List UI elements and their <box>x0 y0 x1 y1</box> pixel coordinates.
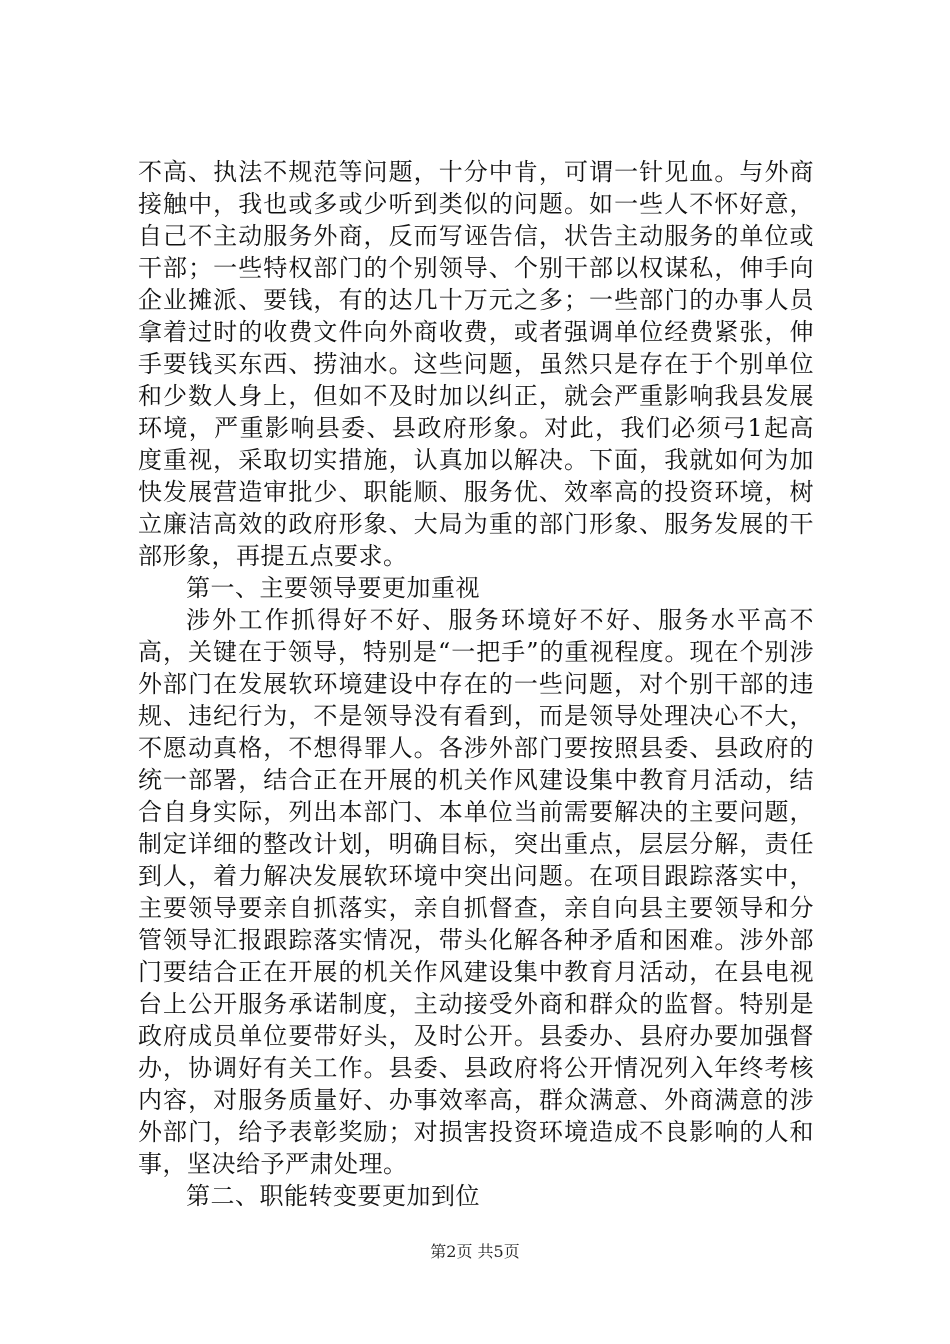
section-heading-second: 第二、职能转变要更加到位 <box>186 1182 480 1210</box>
document-body <box>138 156 814 1212</box>
paragraph-leadership: 涉外工作抓得好不好、服务环境好不好、服务水平高不高，关键在于领导，特别是“一把手”的重视程度。现在个别涉外部门在发展软环境建设中存在的一些问题，对个别干部的违规、违纪行为，不是领导没有看到，而是领导处理决心不大，不愿动真格，不想得罪人。各涉外部门要按照县委、县政府的统一部署，结合正在开展的机关作风建设集中教育月活动，结合自身实际，列出本部门、本单位当前需要解决的主要问题，制定详细的整改计划，明确目标，突出重点，层层分解，责任到人，着力解决发展软环境中突出问题。在项目跟踪落实中，主要领导要亲自抓落实，亲自抓督查，亲自向县主要领导和分管领导汇报跟踪落实情况，带头化解各种矛盾和困难。涉外部门要结合正在开展的机关作风建设集中教育月活动，在县电视台上公开服务承诺制度，主动接受外商和群众的监督。特别是政府成员单位要带好头，及时公开。县委办、县府办要加强督办，协调好有关工作。县委、县政府将公开情况列入年终考核内容，对服务质量好、办事效率高，群众满意、外商满意的涉外部门，给予表彰奖励；对损害投资环境造成不良影响的人和事，坚决给予严肃处理。 <box>138 606 814 1178</box>
page-number-footer: 第2页 共5页 <box>430 1242 520 1261</box>
paragraph-intro-continued: 不高、执法不规范等问题，十分中肯，可谓一针见血。与外商接触中，我也或多或少听到类似的问题。如一些人不怀好意，自己不主动服务外商，反而写诬告信，状告主动服务的单位或干部；一些特权部门的个别领导、个别干部以权谋私，伸手向企业摊派、要钱，有的达几十万元之多；一些部门的办事人员拿着过时的收费文件向外商收费，或者强调单位经费紧张，伸手要钱买东西、捞油水。这些问题，虽然只是存在于个别单位和少数人身上，但如不及时加以纠正，就会严重影响我县发展环境，严重影响县委、县政府形象。对此，我们必须弓1起高度重视，采取切实措施，认真加以解决。下面，我就如何为加快发展营造审批少、职能顺、服务优、效率高的投资环境，树立廉洁高效的政府形象、大局为重的部门形象、服务发展的干部形象，再提五点要求。 <box>138 158 814 570</box>
section-heading-first: 第一、主要领导要更加重视 <box>186 574 480 602</box>
